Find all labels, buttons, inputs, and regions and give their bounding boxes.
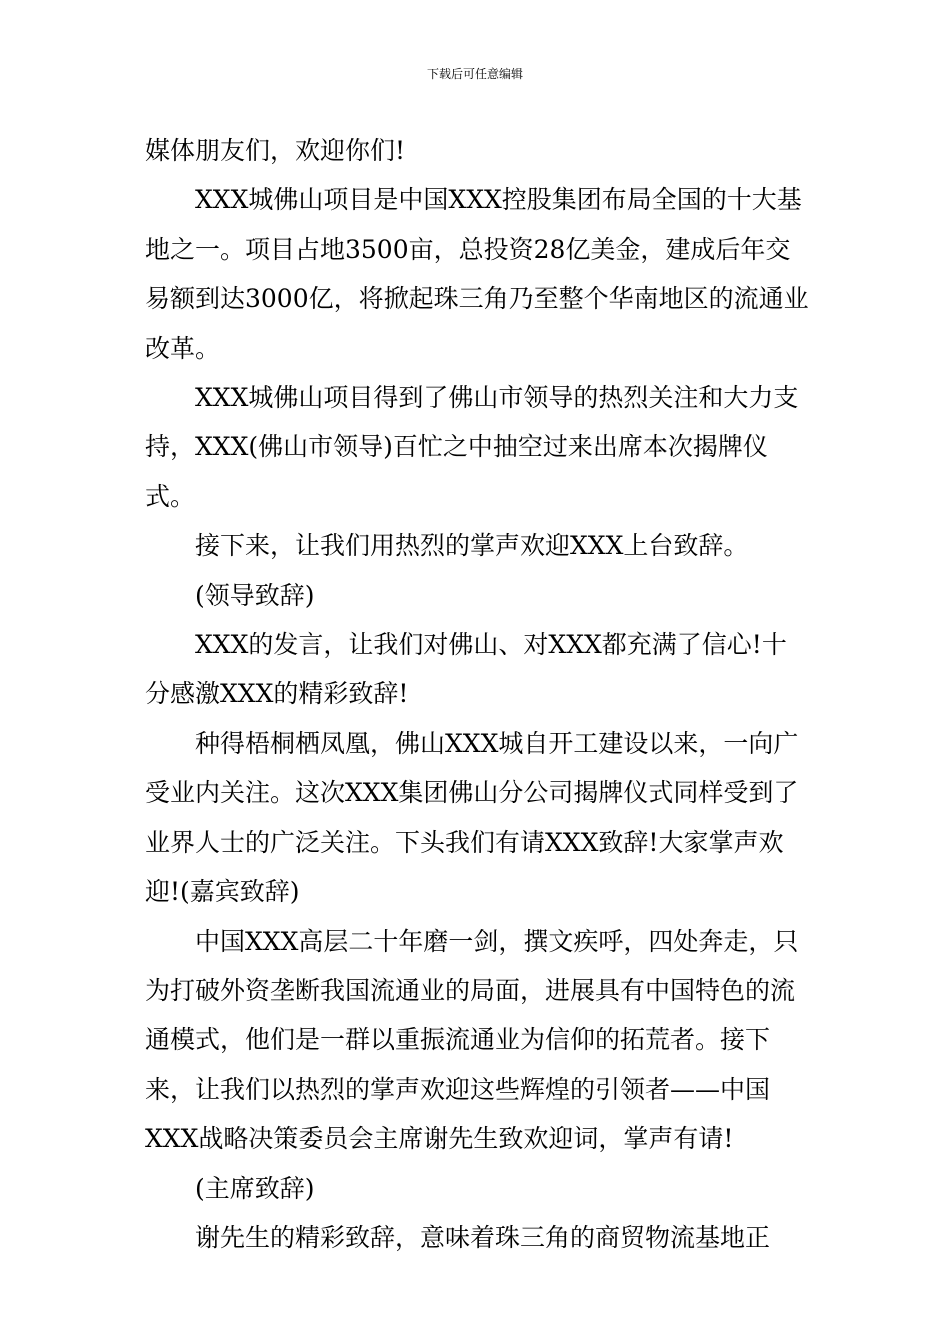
- page-header-note: 下载后可任意编辑: [426, 67, 523, 81]
- paragraph-closing: 谢先生的精彩致辞，意味着珠三角的商贸物流基地正: [195, 1222, 771, 1252]
- paragraph-greeting: 媒体朋友们，欢迎你们!: [145, 136, 406, 165]
- paragraph-thanks: XXX的发言，让我们对佛山、对XXX都充满了信心!十分感激XXX的精彩致辞!: [145, 630, 787, 709]
- paragraph-guest-invite: 种得梧桐栖凤凰，佛山XXX城自开工建设以来，一向广受业内关注。这次XXX集团佛山分公司揭牌仪式同样受到了业界人士的广泛关注。下头我们有请XXX致辞!大家掌声欢迎!(嘉宾致辞): [145, 728, 799, 907]
- paragraph-chairman-invite: 中国XXX高层二十年磨一剑，撰文疾呼，四处奔走，只为打破外资垄断我国流通业的局面，进展具有中国特色的流通模式，他们是一群以重振流通业为信仰的拓荒者。接下来，让我们以热烈的掌声欢迎这些辉煌的引领者——中国XXX战略决策委员会主席谢先生致欢迎词，掌声有请!: [145, 926, 799, 1154]
- paragraph-leader-speech-note: (领导致辞): [195, 580, 315, 610]
- paragraph-leader-support: XXX城佛山项目得到了佛山市领导的热烈关注和大力支持，XXX(佛山市领导)百忙之中抽空过来出席本次揭牌仪式。: [145, 383, 799, 511]
- paragraph-invite-speech: 接下来，让我们用热烈的掌声欢迎XXX上台致辞。: [195, 531, 749, 561]
- document-body: [145, 126, 811, 1262]
- paragraph-chairman-speech-note: (主席致辞): [195, 1173, 315, 1203]
- paragraph-project-intro: XXX城佛山项目是中国XXX控股集团布局全国的十大基地之一。项目占地3500亩，总投资28亿美金，建成后年交易额到达3000亿，将掀起珠三角乃至整个华南地区的流通业改革。: [145, 185, 809, 363]
